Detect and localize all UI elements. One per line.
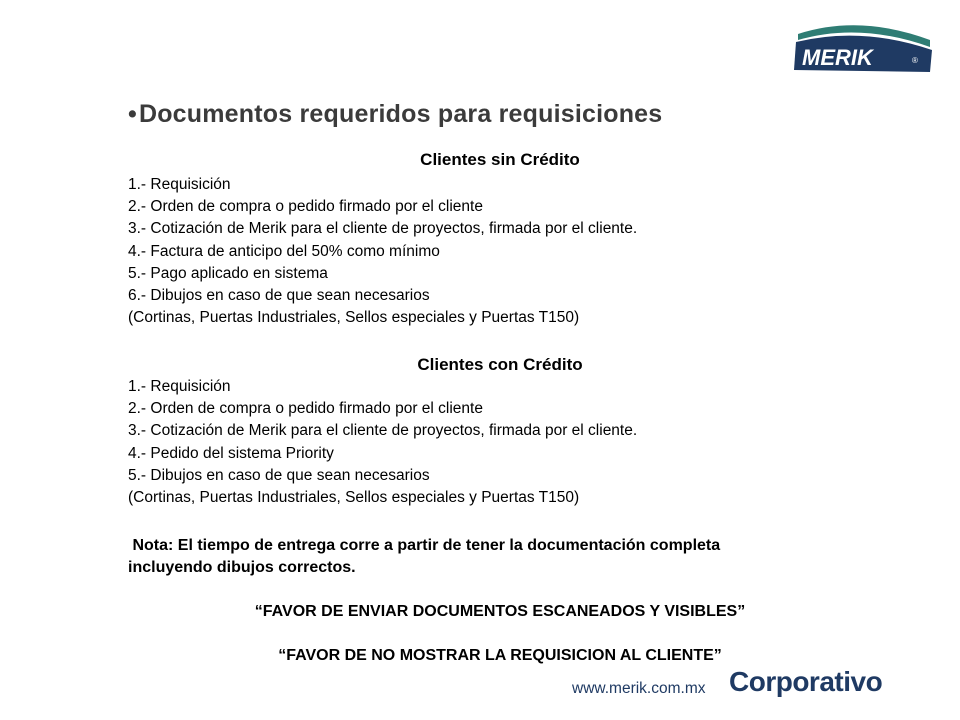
list-item: 3.- Cotización de Merik para el cliente de proyectos, firmada por el cliente. xyxy=(128,422,638,440)
list-item: 6.- Dibujos en caso de que sean necesarios xyxy=(128,287,430,305)
list-item: 4.- Pedido del sistema Priority xyxy=(128,444,334,462)
list-sin-credito xyxy=(128,174,637,329)
list-item: 1.- Requisición xyxy=(128,378,231,395)
list-item: 5.- Dibujos en caso de que sean necesarios xyxy=(128,466,430,484)
delivery-note xyxy=(128,535,720,579)
title-text: Documentos requeridos para requisiciones xyxy=(138,100,663,128)
heading-con-credito: Clientes con Crédito xyxy=(417,355,583,374)
list-item: (Cortinas, Puertas Industriales, Sellos especiales y Puertas T150) xyxy=(128,309,580,327)
list-item: 5.- Pago aplicado en sistema xyxy=(128,264,328,282)
notice-send-documents: “FAVOR DE ENVIAR DOCUMENTOS ESCANEADOS Y VISIBLES” xyxy=(254,603,746,620)
merik-logo xyxy=(790,20,936,76)
list-item: 2.- Orden de compra o pedido firmado por el cliente xyxy=(128,198,483,216)
page-title xyxy=(128,100,662,129)
notice-do-not-show: “FAVOR DE NO MOSTRAR LA REQUISICION AL CLIENTE” xyxy=(278,647,722,664)
list-con-credito xyxy=(128,376,637,509)
footer-url: www.merik.com.mx xyxy=(572,680,706,697)
heading-sin-credito: Clientes sin Crédito xyxy=(420,150,580,169)
list-item: 3.- Cotización de Merik para el cliente de proyectos, firmada por el cliente. xyxy=(128,220,638,238)
note-line-1: Nota: El tiempo de entrega corre a partir de tener la documentación completa xyxy=(128,537,721,554)
footer-brand: Corporativo xyxy=(729,666,883,697)
list-item: (Cortinas, Puertas Industriales, Sellos especiales y Puertas T150) xyxy=(128,489,580,507)
logo-text: MERIK xyxy=(802,45,873,70)
list-item: 4.- Factura de anticipo del 50% como mínimo xyxy=(128,242,440,260)
list-item: 1.- Requisición xyxy=(128,176,231,193)
note-line-2: incluyendo dibujos correctos. xyxy=(128,559,356,576)
list-item: 2.- Orden de compra o pedido firmado por el cliente xyxy=(128,400,483,418)
title-bullet: • xyxy=(128,100,137,128)
logo-registered-mark: ® xyxy=(912,56,918,65)
